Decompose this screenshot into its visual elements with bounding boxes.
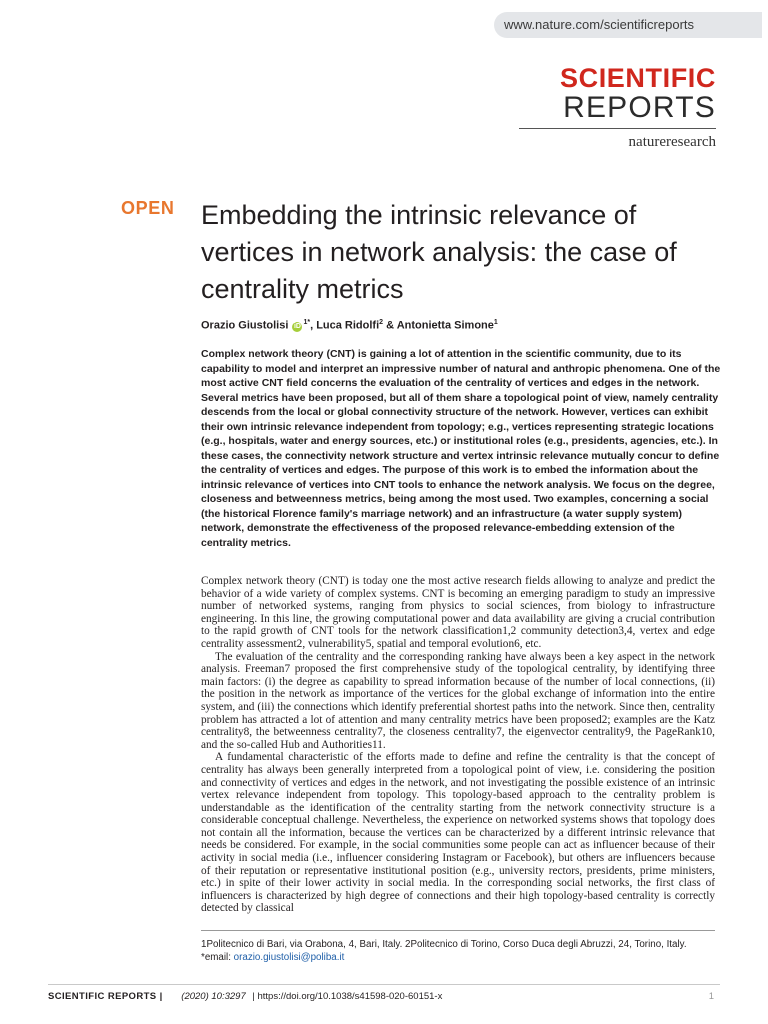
footer-divider [48,984,720,985]
affiliations: 1Politecnico di Bari, via Orabona, 4, Bari, Italy. 2Politecnico di Torino, Corso Duca degli Abruzzi, 24, Torino, Italy. [201,939,687,950]
orcid-icon[interactable]: iD [293,322,301,330]
page-number: 1 [708,991,714,1002]
journal-url-banner[interactable] [494,12,762,38]
author-affiliation-mark: 2 [379,319,384,326]
author-name[interactable]: & Antonietta Simone [383,319,494,332]
publisher-name [519,134,716,151]
email-link[interactable]: orazio.giustolisi@poliba.it [233,952,345,963]
footnote-divider [201,930,715,931]
publisher-part2: research [666,134,716,150]
publisher-part1: nature [628,134,667,150]
page-footer [48,991,720,1002]
doi-link[interactable]: | https://doi.org/10.1038/s41598-020-60151-x [252,991,443,1002]
footer-journal: SCIENTIFIC REPORTS | [48,991,163,1002]
article-body [201,575,715,915]
open-access-label: OPEN [121,198,175,218]
author-list [201,319,498,332]
journal-logo [519,64,716,151]
correspondence [201,951,721,964]
body-paragraph: A fundamental characteristic of the efforts made to define and refine the centrality is that the concept of centrality has always been generally interpreted from a topological point of view, i.e. considering the position and connectivity of vertices and edges in the network, and not investigating the possible existence of an intrinsic vertex relevance independent from topology. This topology-based approach to the centrality problem is understandable as the identification of the centrality starting from the network connectivity structure is a considerable conceptual challenge. Nevertheless, the experience on networked systems shows that topology does not contain all the information, because the vertices can be characterized by a different intrinsic relevance that needs be considered. For example, in the social communities some people can act as influencer because of their activity in social media (i.e., influencer considering Instagram or Facebook), but others are influencers because of their reputation or representative institutional position (e.g., university rectors, presidents, prime ministers, etc.) in spite of their lower activity in social media. In the corresponding social networks, the first class of influencers is characterized by high degree of connections and their high topology-based centrality is correctly detected by classical [201,751,715,915]
article-title: Embedding the intrinsic relevance of vertices in network analysis: the case of centrality metrics [201,200,677,304]
footnotes [201,938,721,964]
body-paragraph: The evaluation of the centrality and the corresponding ranking have always been a key aspect in the network analysis. Freeman7 proposed the first comprehensive study of the topological centrality, by identifying three main factors: (i) the degree as capability to spread information because of the number of local connections, (ii) the position in the network as importance of the vertices for the global exchange of information into the entire system, and (iii) the connections which identify preferential shortest paths into the network. Since then, centrality problem has attracted a lot of attention and many centrality metrics have been proposed2; examples are the Katz centrality8, the betweenness centrality7, the closeness centrality7, the eigenvector centrality9, the PageRank10, and the so-called Hub and Authorities11. [201,650,715,751]
author-affiliation-mark: 1* [303,319,311,326]
footer-citation: (2020) 10:3297 [181,991,246,1002]
email-label: *email: [201,952,234,963]
abstract: Complex network theory (CNT) is gaining a lot of attention in the scientific community, due to its capability to model and interpret an impressive number of natural and anthropic phenomena. One of the most active CNT field concerns the evaluation of the centrality of vertices and edges in the network. Several metrics have been proposed, but all of them share a topological point of view, namely centrality descends from the local or global connectivity structure of the network. However, vertices can exhibit their own intrinsic relevance independent from topology; e.g., vertices representing strategic locations (e.g., hospitals, water and energy sources, etc.) or institutional roles (e.g., presidents, agencies, etc.). In these cases, the connectivity network structure and vertex intrinsic relevance mutually concur to define the centrality of vertices and edges. The purpose of this work is to embed the information about the intrinsic relevance of vertices into CNT tools to enhance the network analysis. We focus on the degree, closeness and betweenness metrics, being among the most used. Two examples, concerning a social (the historical Florence family's marriage network) and an infrastructure (a water supply system) network, demonstrate the effectiveness of the proposed relevance-embedding extension of the centrality metrics. [201,348,721,549]
logo-divider [519,128,716,129]
journal-logo-line2: REPORTS [563,91,716,124]
journal-url[interactable]: www.nature.com/scientificreports [504,17,695,32]
journal-logo-line1: SCIENTIFIC [559,63,716,93]
author-name[interactable]: Orazio Giustolisi [201,319,289,332]
author-affiliation-mark: 1 [493,319,498,326]
body-paragraph: Complex network theory (CNT) is today one the most active research fields allowing to analyze and predict the behavior of a wide variety of complex systems. CNT is becoming an emerging paradigm to study an impressive number of networked systems, ranging from physics to social sciences, from biology to infrastructure engineering. In this line, the growing computational power and data availability are giving a crucial contribution to the rapid growth of CNT tools for the network classification1,2 community detection3,4, vertex and edge centrality assessment2, vulnerability5, spatial and temporal evolution6, etc. [201,575,715,650]
author-name[interactable]: , Luca Ridolfi [310,319,380,332]
